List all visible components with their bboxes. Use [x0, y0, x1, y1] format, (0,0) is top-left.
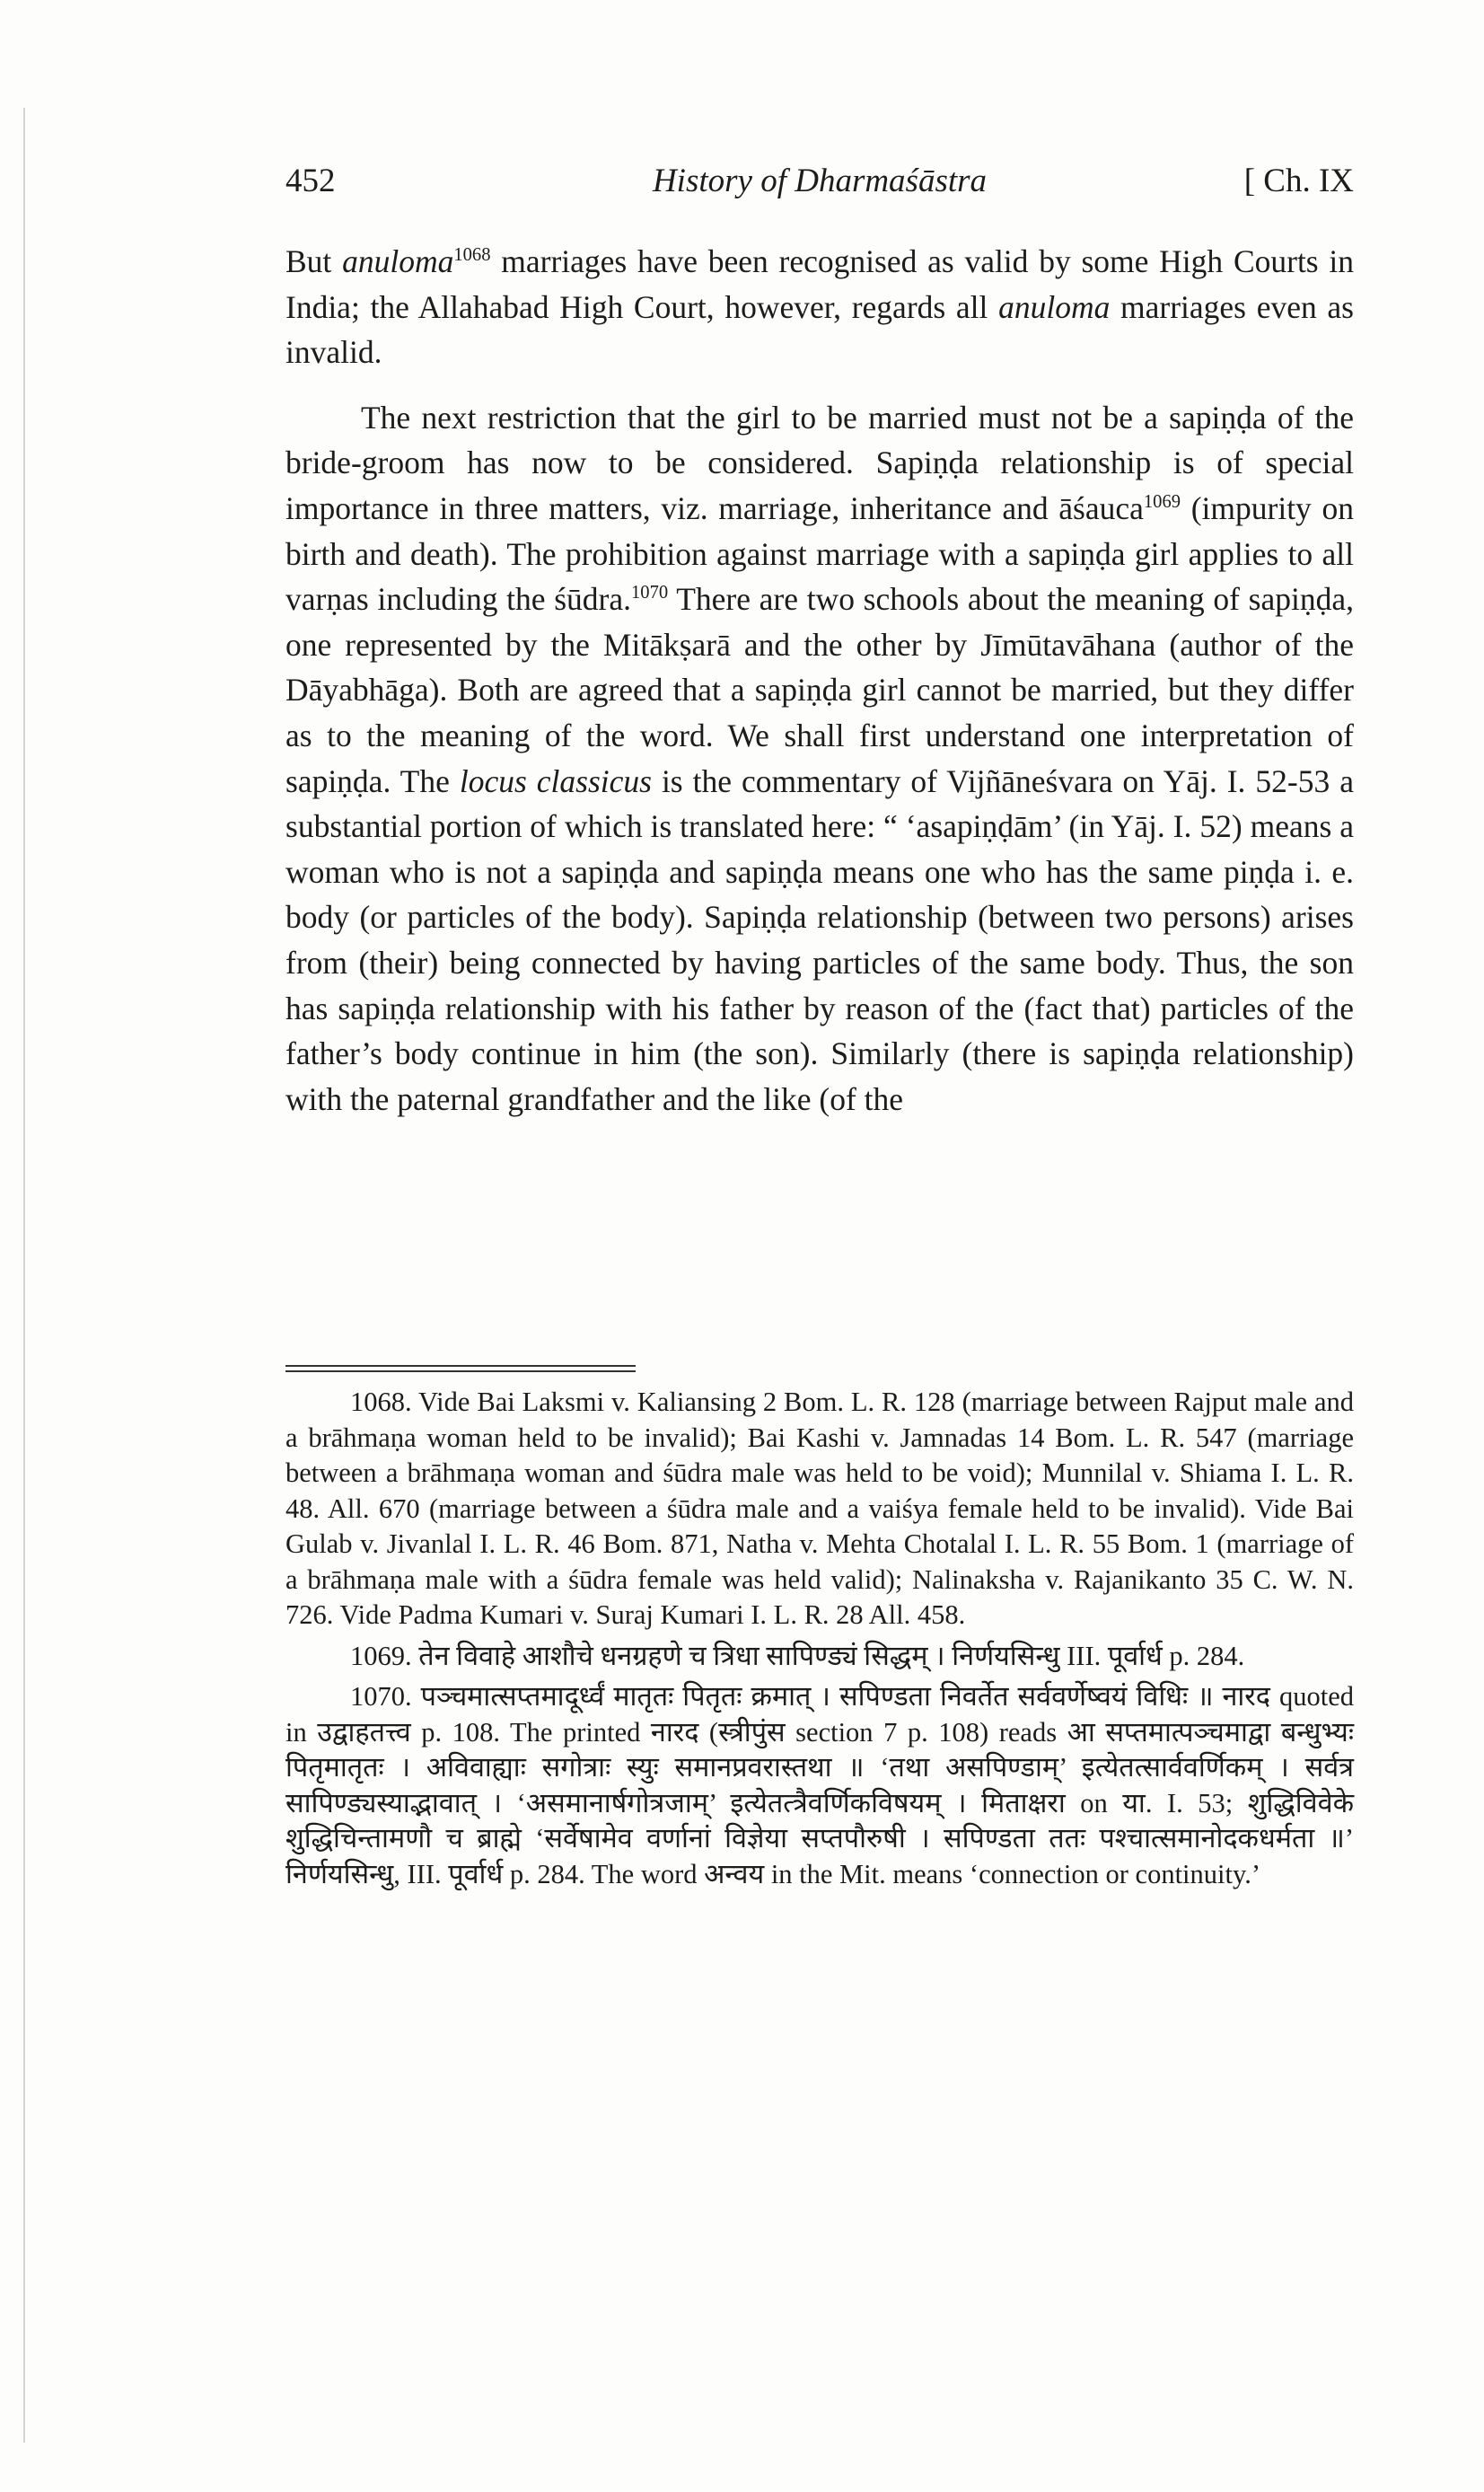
footnote-1069: 1069. तेन विवाहे आशौचे धनग्रहणे च त्रिधा सापिण्ड्यं सिद्धम् । निर्णयसिन्धु III. पूर्वार्ध p. 284.	[350, 1640, 1245, 1671]
footnote-1070: 1070. पञ्चमात्सप्तमादूर्ध्वं मातृतः पितृतः क्रमात् । सपिण्डता निवर्तेत सर्ववर्णेष्वयं विधिः ॥ नारद quoted in उद्वाहतत्त्व p. 108. The printed नारद (स्त्रीपुंस section 7 p. 108) reads आ सप्तमात्पञ्चमाद्वा बन्धुभ्यः पितृमातृतः । अविवाह्याः सगोत्राः स्युः समानप्रवरास्तथा ॥ ‘तथा असपिण्डाम्’ इत्येतत्सार्ववर्णिकम् । सर्वत्र सापिण्ड्यस्याद्भावात् । ‘असमानार्षगोत्रजाम्’ इत्येतत्त्रैवर्णिकविषयम् । मिताक्षरा on या. I. 53; शुद्धिविवेके शुद्धिचिन्तामणौ च ब्राह्मे ‘सर्वेषामेव वर्णानां विज्ञेया सप्तपौरुषी । सपिण्डता ततः पश्चात्समानोदकधर्मता ॥’ निर्णयसिन्धु, III. पूर्वार्ध p. 284. The word अन्वय in the Mit. means ‘connection or continuity.’	[285, 1681, 1354, 1889]
footnote-ref-1069: 1069	[1143, 492, 1181, 513]
page-number: 452	[285, 163, 336, 199]
paragraph-sapinda: The next restriction that the girl to be married must not be a sapiṇḍa of the bride-groom has now to be considered. Sapiṇḍa relationship is of special importance in three matters, viz. marriage, inheritance and āśauca$^{1069}$ (impurity on birth and death). The prohibition against marriage with a sapiṇḍa girl applies to all varṇas including the śūdra.$^{1070}$ There are two schools about the meaning of sapiṇḍa, one represented by the Mitākṣarā and the other by Jīmūtavāhana (author of the Dāyabhāga). Both are agreed that a sapiṇḍa girl cannot be married, but they differ as to the meaning of the word. We shall first understand one interpretation of sapiṇḍa. The locus classicus is the commentary of Vijñāneśvara on Yāj. I. 52-53 a substantial portion of which is translated here: “ ‘asapiṇḍām’ (in Yāj. I. 52) means a woman who is not a sapiṇḍa and sapiṇḍa means one who has the same piṇḍa i. e. body (or particles of the body). Sapiṇḍa relationship (between two persons) arises from (their) being connected by having particles of the same body. Thus, the son has sapiṇḍa relationship with his father by reason of the (fact that) particles of the father’s body continue in him (the son). Similarly (there is sapiṇḍa relationship) with the paternal grandfather and the like (of the	[285, 399, 1354, 1117]
footnote-ref-1070: 1070	[630, 583, 669, 603]
footnotes	[285, 1385, 1354, 1892]
running-title: History of Dharmaśāstra	[652, 163, 988, 199]
paragraph-anuloma: But anuloma$^{1068}$ marriages have been recognised as valid by some High Courts in India; the Allahabad High Court, however, regards all anuloma marriages even as invalid.	[285, 243, 1355, 371]
footnote-divider	[285, 1365, 636, 1372]
footnote-ref-1068: 1068	[453, 245, 491, 266]
running-header	[285, 160, 1354, 203]
page-binding-edge	[23, 108, 25, 2443]
main-text	[285, 239, 1354, 1122]
footnote-1068: 1068. Vide Bai Laksmi v. Kaliansing 2 Bom. L. R. 128 (marriage between Rajput male and a brāhmaṇa woman held to be invalid); Bai Kashi v. Jamnadas 14 Bom. L. R. 547 (marriage between a brāhmaṇa woman and śūdra male was held to be void); Munnilal v. Shiama I. L. R. 48. All. 670 (marriage between a śūdra male and a vaiśya female held to be invalid). Vide Bai Gulab v. Jivanlal I. L. R. 46 Bom. 871, Natha v. Mehta Chotalal I. L. R. 55 Bom. 1 (marriage of a brāhmaṇa male with a śūdra female was held valid); Nalinaksha v. Rajanikanto 35 C. W. N. 726. Vide Padma Kumari v. Suraj Kumari I. L. R. 28 All. 458.	[285, 1387, 1354, 1630]
chapter-label: [ Ch. IX	[1243, 163, 1354, 199]
